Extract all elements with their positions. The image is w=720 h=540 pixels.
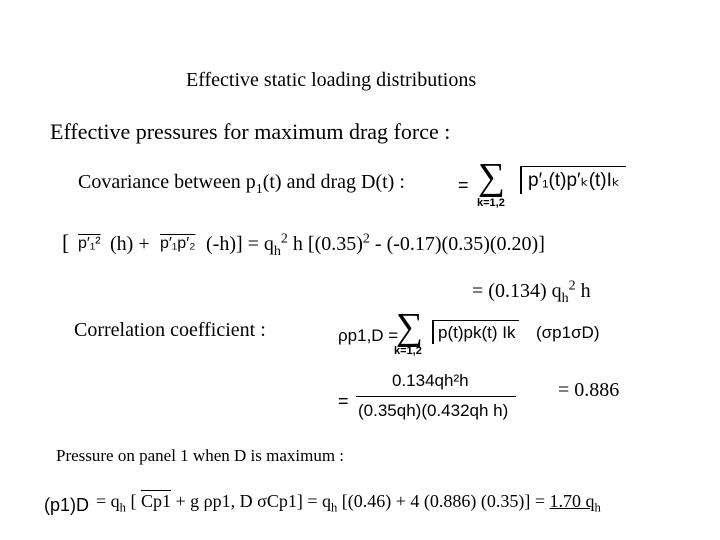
correlation-sum-index: k=1,2	[394, 345, 422, 357]
pressure-lhs: (p1)D	[44, 495, 90, 515]
covariance-result: = (0.134) $q_h^2$ h	[472, 278, 591, 306]
fraction-numerator: 0.134qh²h	[392, 371, 469, 390]
fraction-bar	[356, 396, 516, 397]
covariance-label: Covariance between $p_1(t)$ and drag D(t) :	[78, 171, 405, 197]
expansion-rest: $(-h)] = q_h^2$ h $[(0.35)^2 - (-0.17)(0.35)(0.20)]$	[206, 231, 545, 259]
pressure-label: Pressure on panel 1 when D is maximum :	[56, 446, 345, 465]
expansion-term-2: p′₁p′₂	[160, 235, 196, 252]
expansion-term-1: p′₁²	[78, 235, 101, 252]
correlation-sum-symbol: ∑	[396, 306, 424, 348]
expansion-open-bracket: [	[62, 230, 70, 255]
expansion-h1: (h) +	[110, 233, 150, 255]
correlation-lhs: ρp1,D =	[338, 326, 399, 345]
covariance-sum-symbol: ∑	[478, 156, 506, 198]
covariance-sum-index: k=1,2	[477, 197, 505, 209]
correlation-denominator: (σp1σD)	[536, 323, 600, 342]
fraction-denominator: (0.35qh)(0.432qh h)	[358, 401, 509, 420]
pressure-equation: = $q_h$ [ Cp1 + g ρp1, D $\sigma Cp1] = q_h$ [(0.46) + 4 (0.886) (0.35)] = 1.70 $q_h$	[96, 491, 601, 515]
correlation-result: = 0.886	[558, 379, 620, 401]
correlation-label: Correlation coefficient :	[74, 319, 266, 341]
correlation-term: p(t)pk(t) Ik	[432, 320, 519, 344]
section-heading: Effective pressures for maximum drag force :	[50, 119, 451, 144]
covariance-equals: =	[458, 175, 469, 195]
page-title: Effective static loading distributions	[186, 69, 477, 91]
covariance-term: p′₁(t)p′ₖ(t)Iₖ	[520, 166, 626, 194]
fraction-equals: =	[338, 391, 349, 411]
